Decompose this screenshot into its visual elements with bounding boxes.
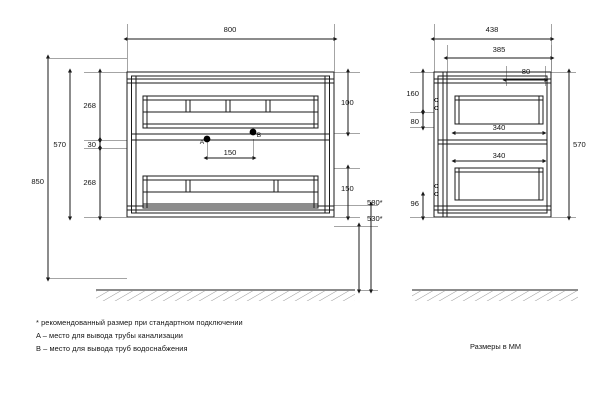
note-recommended: * рекомендованный размер при стандартном подключении <box>36 318 243 327</box>
marker-label-a: A <box>199 139 205 146</box>
label-front-width: 800 <box>223 25 237 34</box>
label-conn-150: 150 <box>223 148 237 157</box>
label-right-150: 150 <box>341 184 354 193</box>
floor-hatch-side <box>412 291 578 301</box>
note-marker-b: B – место для вывода труб водоснабжения <box>36 344 188 354</box>
label-side-96: 96 <box>410 199 419 208</box>
label-side-top-80: 80 <box>521 67 531 76</box>
label-side-160: 160 <box>406 89 419 98</box>
outlet-point-b <box>250 129 257 136</box>
label-upper-268: 268 <box>83 101 96 110</box>
marker-label-b: B <box>256 132 262 139</box>
label-side-depth: 438 <box>485 25 499 34</box>
label-lower-268: 268 <box>83 178 96 187</box>
label-580: 580* <box>367 198 383 207</box>
label-right-100: 100 <box>341 98 354 107</box>
side-cabinet-body <box>434 72 551 217</box>
front-cabinet-body <box>127 72 334 217</box>
note-marker-a: A – место для вывода трубы канализации <box>36 331 184 341</box>
label-side-inner-depth: 385 <box>492 45 506 54</box>
floor-hatch-front <box>96 291 355 301</box>
label-530: 530* <box>367 214 383 223</box>
label-front-850: 850 <box>31 177 44 186</box>
outlet-point-a <box>204 136 211 143</box>
side-lower-drawer <box>455 168 543 200</box>
label-side-340-lower: 340 <box>492 151 506 160</box>
label-side-80: 80 <box>410 117 419 126</box>
label-front-570: 570 <box>53 140 66 149</box>
units-label: Размеры в ММ <box>470 342 522 351</box>
notes-block <box>36 316 243 356</box>
label-side-570: 570 <box>573 140 586 149</box>
label-gap-30: 30 <box>87 140 96 149</box>
label-side-340-upper: 340 <box>492 123 506 132</box>
